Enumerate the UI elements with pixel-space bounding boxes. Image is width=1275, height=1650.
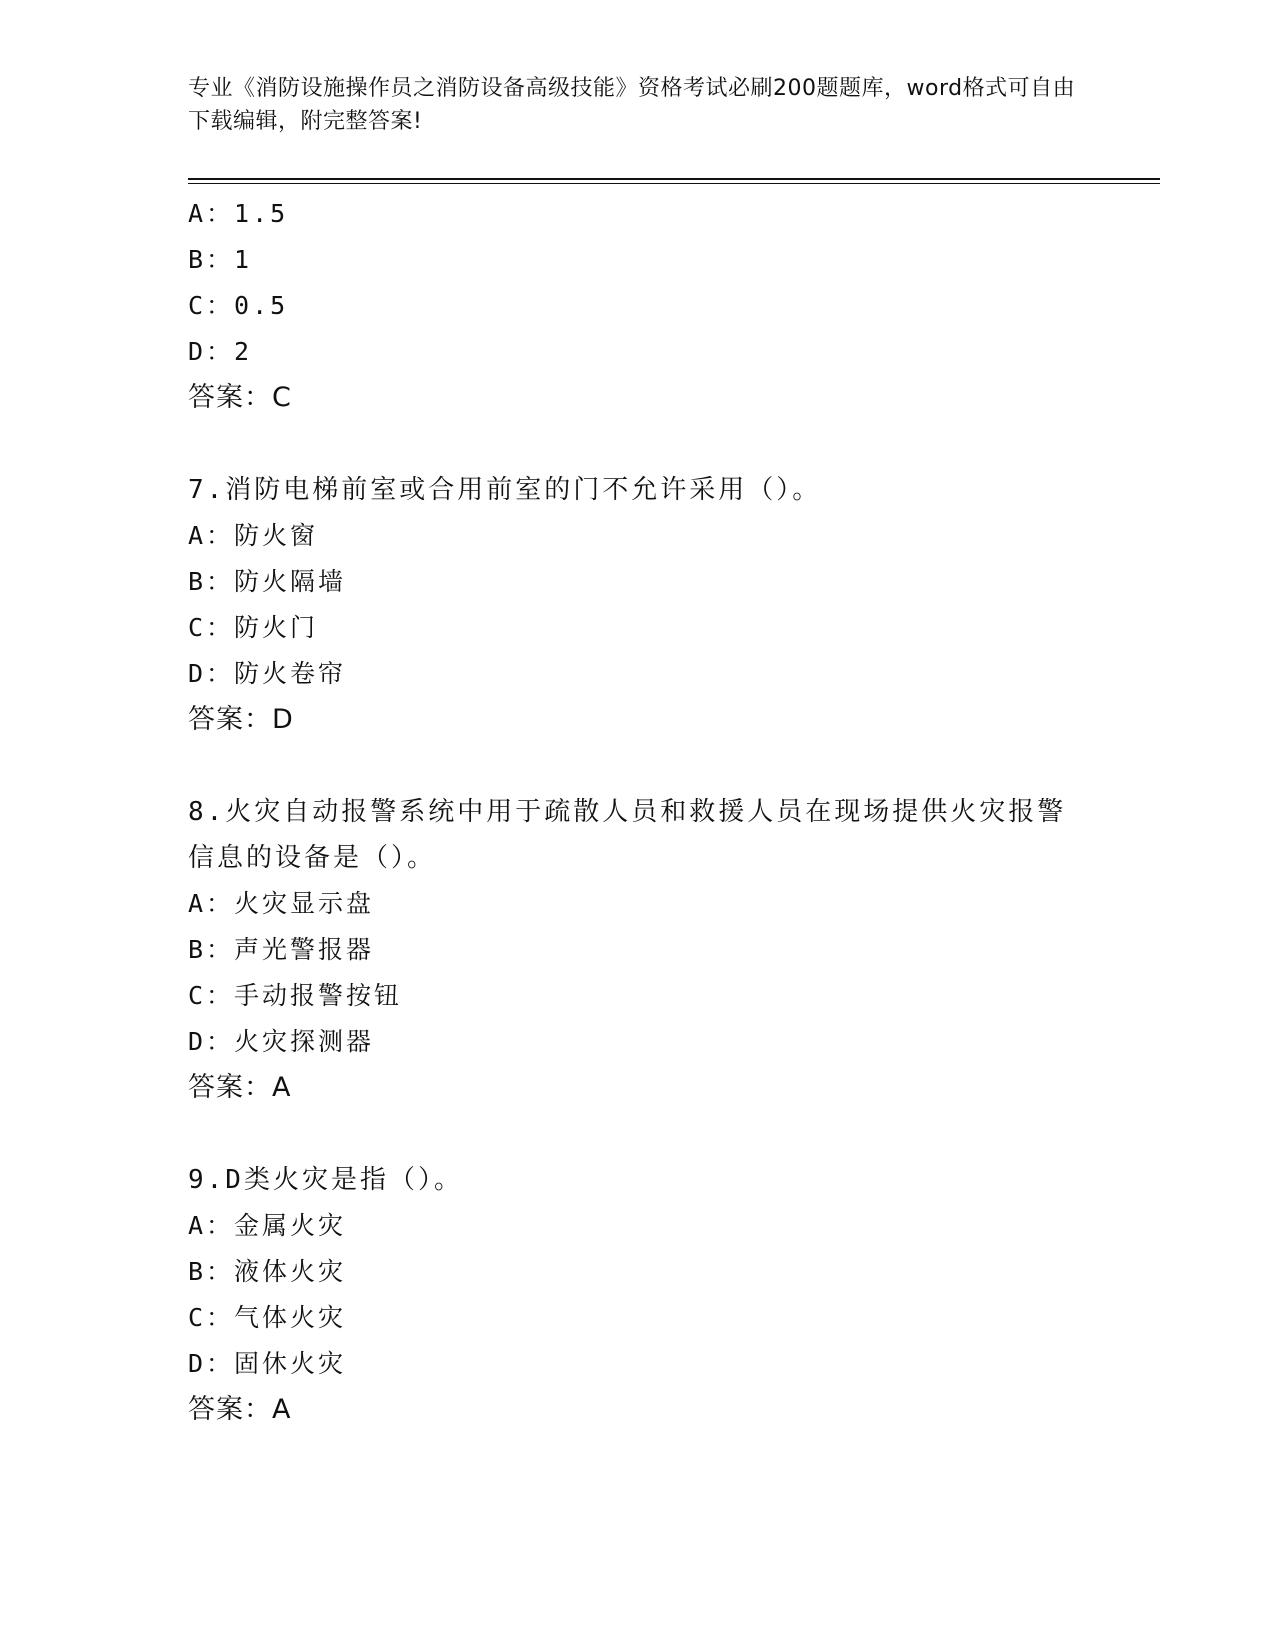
question-block-6 [188,191,1088,421]
question-block-7 [188,467,1088,743]
question-text: 7.消防电梯前室或合用前室的门不允许采用（）。 [188,475,822,505]
option-a: A：1.5 [188,199,289,228]
option-d: D：2 [188,337,253,366]
option-c: C：0.5 [188,291,289,320]
option-c: C：手动报警按钮 [188,981,403,1010]
option-a: A：防火窗 [188,521,319,550]
option-d: D：防火卷帘 [188,659,347,688]
question-text: 9.D类火灾是指（）。 [188,1165,463,1195]
option-a: A：金属火灾 [188,1211,347,1240]
header-divider-thin [188,183,1160,184]
option-b: B：1 [188,245,253,274]
answer-line: 答案：C [188,382,292,413]
document-header: 专业《消防设施操作员之消防设备高级技能》资格考试必刷200题题库，word格式可自由下载编辑，附完整答案! [188,76,1076,134]
option-b: B：液体火灾 [188,1257,347,1286]
option-c: C：气体火灾 [188,1303,347,1332]
question-list [188,191,1088,1433]
option-a: A：火灾显示盘 [188,889,375,918]
option-b: B：防火隔墙 [188,567,347,596]
option-d: D：固休火灾 [188,1349,347,1378]
answer-line: 答案：A [188,1072,292,1103]
header-divider-thick [188,178,1160,180]
option-c: C：防火门 [188,613,319,642]
question-block-8 [188,789,1088,1111]
answer-line: 答案：D [188,704,294,735]
answer-line: 答案：A [188,1394,292,1425]
question-text: 8.火灾自动报警系统中用于疏散人员和救援人员在现场提供火灾报警信息的设备是（）。 [188,797,1067,873]
option-b: B：声光警报器 [188,935,375,964]
question-block-9 [188,1157,1088,1433]
option-d: D：火灾探测器 [188,1027,375,1056]
